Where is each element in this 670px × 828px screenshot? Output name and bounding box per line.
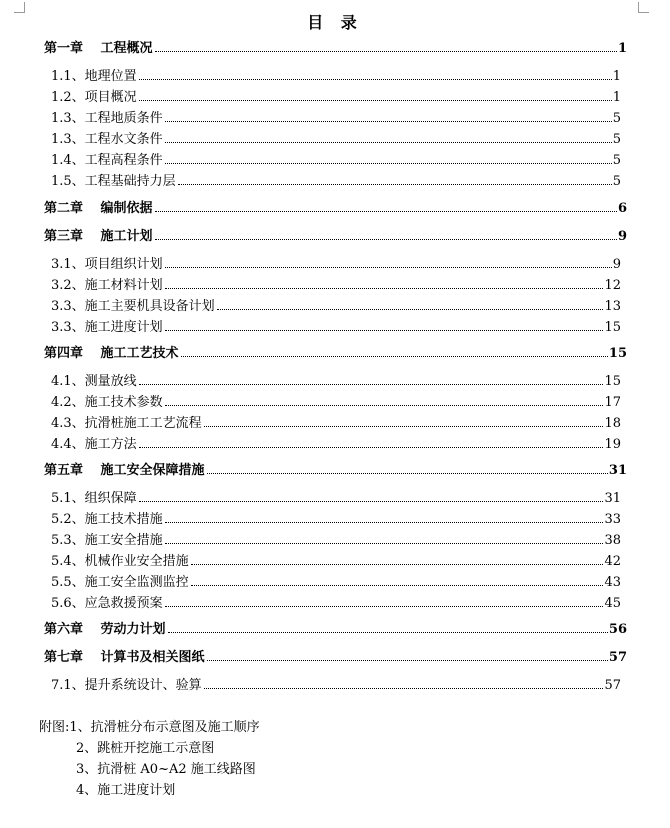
toc-entry-label: 第七章 计算书及相关图纸 [44, 650, 205, 665]
toc-section-entry[interactable] [51, 572, 621, 590]
dot-leader [139, 78, 612, 80]
toc-page-number: 5 [612, 132, 621, 147]
toc-entry-label: 4.4、施工方法 [51, 437, 137, 452]
toc-chapter-entry[interactable] [44, 460, 627, 478]
toc-page-number: 18 [604, 416, 621, 431]
toc-section-entry[interactable] [51, 129, 621, 147]
toc-page-number: 33 [604, 512, 621, 527]
toc-section-entry[interactable] [51, 551, 621, 569]
toc-page-number: 38 [604, 533, 621, 548]
toc-entry-label: 第四章 施工工艺技术 [44, 346, 179, 361]
toc-section-entry[interactable] [51, 108, 621, 126]
dot-leader [207, 472, 608, 474]
toc-entry-label: 1.1、地理位置 [51, 69, 137, 84]
toc-page-number: 9 [617, 229, 627, 244]
toc-entry-label: 4.2、施工技术参数 [51, 395, 163, 410]
dot-leader [139, 383, 604, 385]
toc-section-entry[interactable] [51, 488, 621, 506]
toc-page-number: 15 [604, 374, 621, 389]
toc-section-entry[interactable] [51, 296, 621, 314]
toc-section-entry[interactable] [51, 675, 621, 693]
toc-section-entry[interactable] [51, 413, 621, 431]
toc-page-number: 1 [612, 69, 621, 84]
toc-page-number: 42 [604, 554, 621, 569]
dot-leader [168, 631, 608, 633]
toc-entry-label: 第六章 劳动力计划 [44, 622, 166, 637]
toc-entry-label: 3.1、项目组织计划 [51, 257, 163, 272]
toc-page-number: 15 [604, 320, 621, 335]
dot-leader [139, 500, 604, 502]
dot-leader [165, 329, 604, 331]
dot-leader [165, 521, 604, 523]
toc-section-entry[interactable] [51, 371, 621, 389]
toc-page-number: 43 [604, 575, 621, 590]
toc-entry-label: 第五章 施工安全保障措施 [44, 463, 205, 478]
appendix-item-4: 4、施工进度计划 [76, 783, 176, 798]
toc-section-entry[interactable] [51, 275, 621, 293]
dot-leader [191, 584, 604, 586]
dot-leader [207, 659, 608, 661]
dot-leader [204, 687, 604, 689]
toc-page-number: 5 [612, 174, 621, 189]
dot-leader [139, 99, 612, 101]
toc-section-entry[interactable] [51, 87, 621, 105]
toc-entry-label: 1.5、工程基础持力层 [51, 174, 176, 189]
toc-chapter-entry[interactable] [44, 198, 627, 216]
toc-section-entry[interactable] [51, 254, 621, 272]
toc-chapter-entry[interactable] [44, 647, 627, 665]
toc-entry-label: 1.2、项目概况 [51, 90, 137, 105]
dot-leader [217, 308, 604, 310]
toc-section-entry[interactable] [51, 434, 621, 452]
toc-section-entry[interactable] [51, 317, 621, 335]
dot-leader [139, 446, 604, 448]
toc-entry-label: 1.4、工程高程条件 [51, 153, 163, 168]
appendix-item-3: 3、抗滑桩 A0~A2 施工线路图 [76, 762, 256, 777]
dot-leader [165, 542, 604, 544]
toc-page-number: 17 [604, 395, 621, 410]
toc-page-number: 5 [612, 111, 621, 126]
toc-entry-label: 3.2、施工材料计划 [51, 278, 163, 293]
toc-section-entry[interactable] [51, 150, 621, 168]
toc-chapter-entry[interactable] [44, 619, 627, 637]
toc-page-number: 45 [604, 596, 621, 611]
toc-entry-label: 4.1、测量放线 [51, 374, 137, 389]
toc-entry-label: 第二章 编制依据 [44, 201, 153, 216]
toc-page-number: 1 [612, 90, 621, 105]
dot-leader [165, 266, 612, 268]
toc-entry-label: 5.2、施工技术措施 [51, 512, 163, 527]
toc-entry-label: 5.3、施工安全措施 [51, 533, 163, 548]
dot-leader [165, 162, 612, 164]
toc-entry-label: 3.3、施工进度计划 [51, 320, 163, 335]
toc-page-number: 9 [612, 257, 621, 272]
toc-entry-label: 5.5、施工安全监测监控 [51, 575, 189, 590]
toc-page-number: 57 [604, 678, 621, 693]
toc-entry-label: 第一章 工程概况 [44, 41, 153, 56]
toc-page-number: 13 [604, 299, 621, 314]
toc-chapter-entry[interactable] [44, 38, 627, 56]
toc-entry-label: 5.1、组织保障 [51, 491, 137, 506]
toc-entry-label: 第三章 施工计划 [44, 229, 153, 244]
toc-entry-label: 5.6、应急救援预案 [51, 596, 163, 611]
dot-leader [191, 563, 604, 565]
toc-page-number: 57 [608, 650, 627, 665]
toc-section-entry[interactable] [51, 509, 621, 527]
dot-leader [165, 120, 612, 122]
toc-entry-label: 1.3、工程地质条件 [51, 111, 163, 126]
toc-title: 目 录 [307, 13, 363, 32]
appendix-item-2: 2、跳桩开挖施工示意图 [76, 741, 215, 756]
toc-entry-label: 7.1、提升系统设计、验算 [51, 678, 202, 693]
dot-leader [155, 238, 617, 240]
toc-section-entry[interactable] [51, 593, 621, 611]
toc-page-number: 15 [608, 346, 627, 361]
dot-leader [155, 50, 617, 52]
dot-leader [165, 141, 612, 143]
toc-entry-label: 4.3、抗滑桩施工工艺流程 [51, 416, 202, 431]
toc-entry-label: 3.3、施工主要机具设备计划 [51, 299, 215, 314]
toc-section-entry[interactable] [51, 392, 621, 410]
dot-leader [204, 425, 604, 427]
toc-page-number: 1 [617, 41, 627, 56]
toc-entry-label: 5.4、机械作业安全措施 [51, 554, 189, 569]
toc-chapter-entry[interactable] [44, 226, 627, 244]
toc-section-entry[interactable] [51, 530, 621, 548]
dot-leader [165, 287, 604, 289]
toc-entry-label: 1.3、工程水文条件 [51, 132, 163, 147]
dot-leader [181, 355, 608, 357]
toc-page-number: 31 [604, 491, 621, 506]
toc-page-number: 5 [612, 153, 621, 168]
toc-page-number: 12 [604, 278, 621, 293]
dot-leader [165, 404, 604, 406]
toc-section-entry[interactable] [51, 171, 621, 189]
dot-leader [165, 605, 604, 607]
toc-chapter-entry[interactable] [44, 343, 627, 361]
toc-page-number: 31 [608, 463, 627, 478]
appendix-item-1: 附图:1、抗滑桩分布示意图及施工顺序 [39, 720, 260, 735]
toc-page-number: 6 [617, 201, 627, 216]
toc-page-number: 56 [608, 622, 627, 637]
dot-leader [178, 183, 612, 185]
toc-page-number: 19 [604, 437, 621, 452]
dot-leader [155, 210, 617, 212]
toc-section-entry[interactable] [51, 66, 621, 84]
